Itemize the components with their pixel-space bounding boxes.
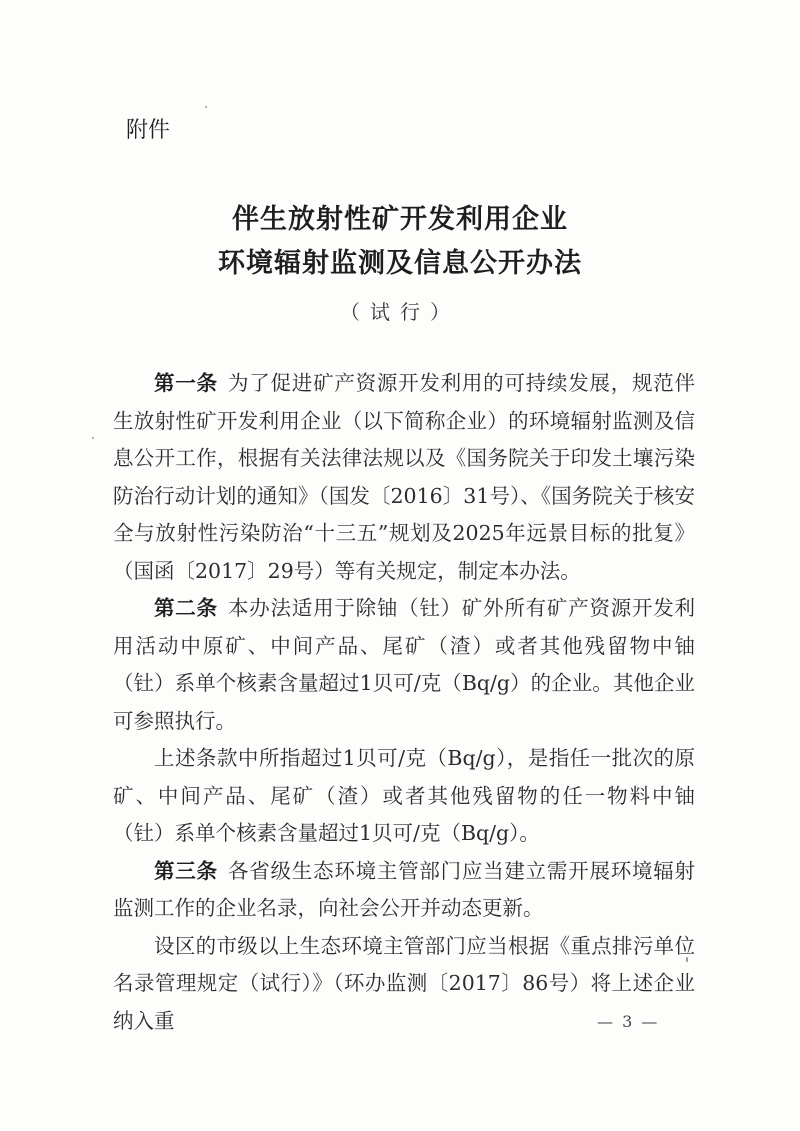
scan-speck [205,106,207,108]
article-number: 第一条 [154,371,218,395]
article-3-paragraph [113,853,695,928]
article-number: 第二条 [154,596,218,620]
document-body [113,365,695,1040]
scan-speck [92,437,94,439]
page-number: — 3 — [597,1012,660,1031]
scan-speck [686,957,688,962]
document-subtitle: （试行） [340,300,460,324]
paragraph-text: 本办法适用于除铀（钍）矿外所有矿产资源开发利用活动中原矿、中间产品、尾矿（渣）或者其他残留物中铀（钍）系单个核素含量超过1贝可/克（Bq/g）的企业。其他企业可参照执行。 [113,596,695,733]
paragraph-text: 为了促进矿产资源开发利用的可持续发展，规范伴生放射性矿开发利用企业（以下简称企业）的环境辐射监测及信息公开工作，根据有关法律法规以及《国务院关于印发土壤污染防治行动计划的通知》（国发〔2016〕31号）、《国务院关于核安全与放射性污染防治“十三五”规划及2025年远景目标的批复》（国函〔2017〕29号）等有关规定，制定本办法。 [113,371,695,583]
paragraph-text: 各省级生态环境主管部门应当建立需开展环境辐射监测工作的企业名录，向社会公开并动态更新。 [113,858,695,920]
paragraph-text: 设区的市级以上生态环境主管部门应当根据《重点排污单位名录管理规定（试行）》（环办监测〔2017〕86号）将上述企业纳入重 [113,933,695,1033]
document-title-line-2: 环境辐射监测及信息公开办法 [218,248,582,279]
article-2-paragraph [113,590,695,740]
paragraph-text: 上述条款中所指超过1贝可/克（Bq/g），是指任一批次的原矿、中间产品、尾矿（渣）或者其他残留物的任一物料中铀（钍）系单个核素含量超过1贝可/克（Bq/g）。 [113,746,695,845]
attachment-label: 附件 [126,118,171,143]
article-number: 第三条 [154,858,218,883]
article-1-paragraph [113,365,695,590]
article-2-continuation-paragraph [113,740,695,853]
document-title-line-1: 伴生放射性矿开发利用企业 [232,204,568,235]
